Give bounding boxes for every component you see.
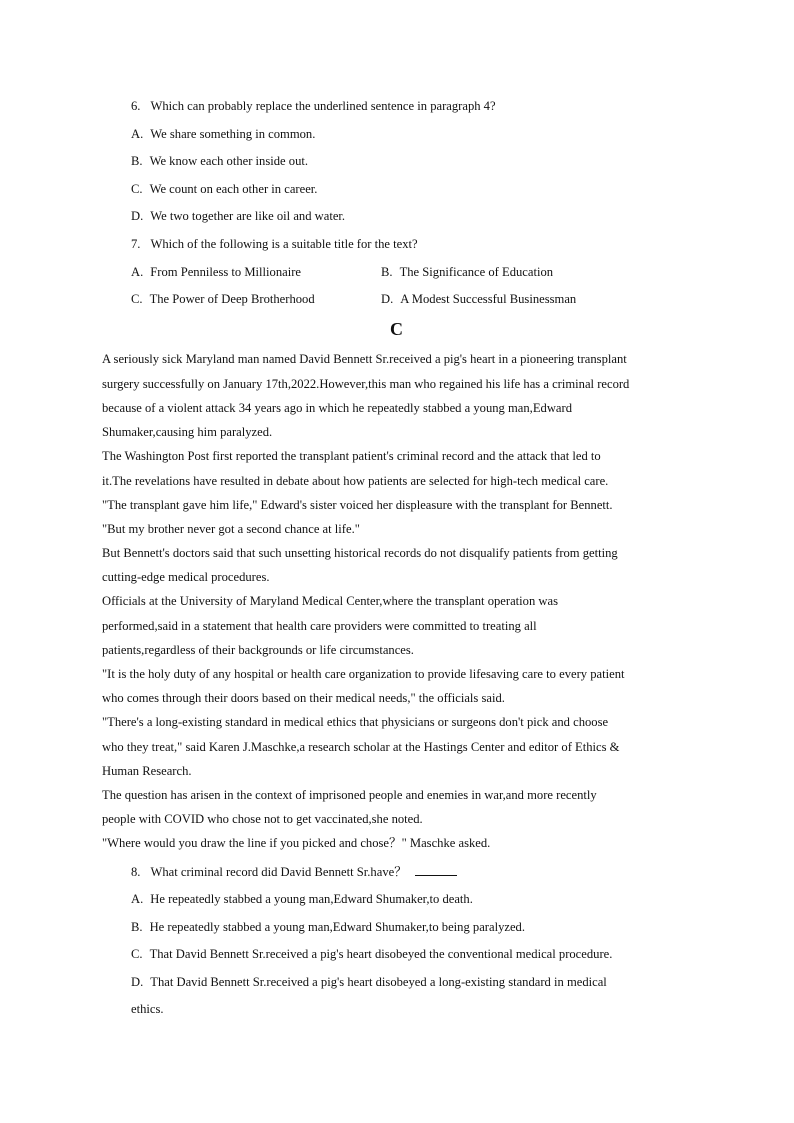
question-number: 7. xyxy=(131,237,141,251)
passage-line: Human Research. xyxy=(102,764,192,778)
passage-line: "The transplant gave him life," Edward's sister voiced her displeasure with the transplant for Bennett. xyxy=(102,498,613,512)
question-text: What criminal record did David Bennett Sr.have？ xyxy=(150,865,407,879)
q8-option-d-continuation: ethics. xyxy=(131,1002,164,1016)
q8-option-d[interactable]: D. That David Bennett Sr.received a pig's heart disobeyed a long-existing standard in medical xyxy=(131,975,607,989)
passage-line: The question has arisen in the context of imprisoned people and enemies in war,and more recently xyxy=(102,788,597,802)
q7-option-d[interactable]: D. A Modest Successful Businessman xyxy=(381,292,577,306)
passage-line: "It is the holy duty of any hospital or health care organization to provide lifesaving care to every patient xyxy=(102,667,625,681)
question-6 xyxy=(131,98,496,114)
passage-line: surgery successfully on January 17th,2022.However,this man who regained his life has a criminal record xyxy=(102,377,630,391)
q8-option-b[interactable]: B. He repeatedly stabbed a young man,Edward Shumaker,to being paralyzed. xyxy=(131,920,525,934)
q8-option-c[interactable]: C. That David Bennett Sr.received a pig's heart disobeyed the conventional medical procedure. xyxy=(131,947,613,961)
passage-line: But Bennett's doctors said that such unsetting historical records do not disqualify patients from getting xyxy=(102,546,618,560)
passage-line: people with COVID who chose not to get vaccinated,she noted. xyxy=(102,812,423,826)
q6-option-d[interactable]: D. We two together are like oil and water. xyxy=(131,209,346,223)
q7-option-c[interactable]: C. The Power of Deep Brotherhood xyxy=(131,292,315,306)
passage-line: Officials at the University of Maryland Medical Center,where the transplant operation was xyxy=(102,594,558,608)
question-7 xyxy=(131,236,418,252)
passage-line: because of a violent attack 34 years ago in which he repeatedly stabbed a young man,Edward xyxy=(102,401,572,415)
answer-blank[interactable] xyxy=(415,863,457,876)
passage-line: patients,regardless of their backgrounds or life circumstances. xyxy=(102,643,414,657)
q7-option-b[interactable]: B. The Significance of Education xyxy=(381,265,554,279)
passage-line: it.The revelations have resulted in debate about how patients are selected for high-tech medical care. xyxy=(102,474,609,488)
passage-line: A seriously sick Maryland man named David Bennett Sr.received a pig's heart in a pioneering transplant xyxy=(102,352,627,366)
q6-option-b[interactable]: B. We know each other inside out. xyxy=(131,154,309,168)
question-text: Which can probably replace the underlined sentence in paragraph 4? xyxy=(150,99,496,113)
q8-option-a[interactable]: A. He repeatedly stabbed a young man,Edward Shumaker,to death. xyxy=(131,892,473,906)
passage-line: who they treat," said Karen J.Maschke,a research scholar at the Hastings Center and editor of Ethics & xyxy=(102,740,620,754)
passage-line: "There's a long-existing standard in medical ethics that physicians or surgeons don't pick and choose xyxy=(102,715,609,729)
q6-option-c[interactable]: C. We count on each other in career. xyxy=(131,182,318,196)
question-number: 8. xyxy=(131,865,141,879)
passage-line: cutting-edge medical procedures. xyxy=(102,570,270,584)
question-number: 6. xyxy=(131,99,141,113)
passage-line: who comes through their doors based on their medical needs," the officials said. xyxy=(102,691,505,705)
passage-line: The Washington Post first reported the transplant patient's criminal record and the attack that led to xyxy=(102,449,601,463)
passage-line: "Where would you draw the line if you picked and chose？" Maschke asked. xyxy=(102,836,491,850)
section-heading: C xyxy=(390,319,403,339)
passage-line: "But my brother never got a second chance at life." xyxy=(102,522,360,536)
q7-option-a[interactable]: A. From Penniless to Millionaire xyxy=(131,265,302,279)
q6-option-a[interactable]: A. We share something in common. xyxy=(131,127,316,141)
passage-line: performed,said in a statement that health care providers were committed to treating all xyxy=(102,619,537,633)
question-text: Which of the following is a suitable title for the text? xyxy=(150,237,418,251)
passage-line: Shumaker,causing him paralyzed. xyxy=(102,425,273,439)
question-8 xyxy=(131,863,457,880)
